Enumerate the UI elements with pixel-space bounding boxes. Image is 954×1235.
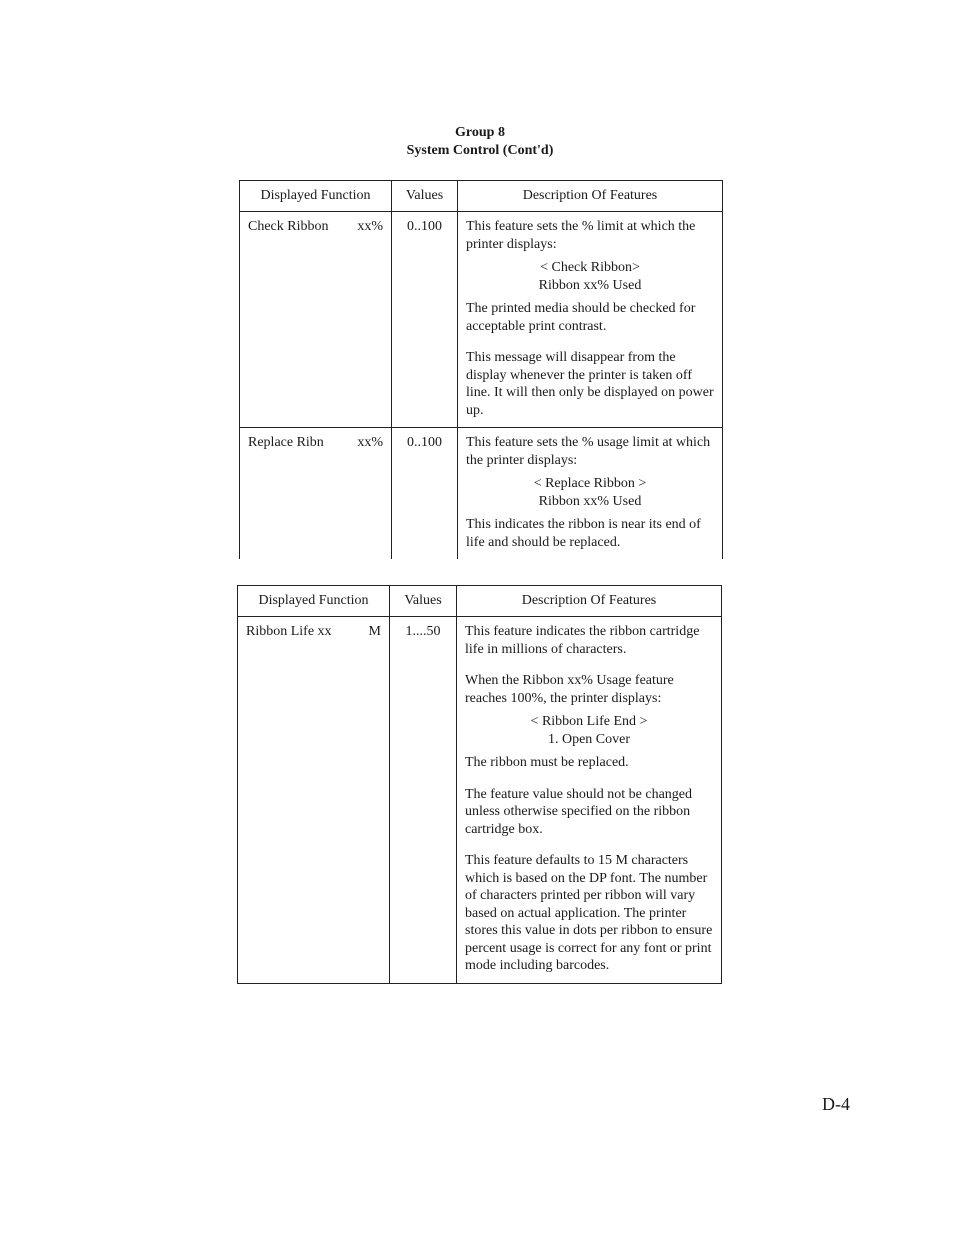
function-name: Replace Ribn bbox=[248, 435, 324, 450]
description-intro: This feature sets the % usage limit at which the printer displays: bbox=[466, 435, 711, 468]
description-intro: This feature indicates the ribbon cartridge life in millions of characters. bbox=[465, 624, 700, 657]
description-cell bbox=[458, 428, 723, 560]
description-intro: When the Ribbon xx% Usage feature reaches 100%, the printer displays: bbox=[465, 673, 674, 706]
column-header-values: Values bbox=[390, 586, 457, 617]
values-cell: 0..100 bbox=[392, 212, 458, 428]
display-message-line: Ribbon xx% Used bbox=[538, 277, 642, 293]
values-cell: 0..100 bbox=[392, 428, 458, 560]
description-cell bbox=[457, 617, 722, 984]
display-message-line: < Ribbon Life End > bbox=[530, 714, 648, 729]
display-message bbox=[465, 713, 713, 748]
function-name: Ribbon Life xx bbox=[246, 624, 332, 639]
function-cell bbox=[240, 212, 392, 428]
description-paragraph: This indicates the ribbon is near its end of life and should be replaced. bbox=[466, 517, 701, 550]
function-cell bbox=[240, 428, 392, 560]
column-header-function: Displayed Function bbox=[240, 181, 392, 212]
column-header-description: Description Of Features bbox=[458, 181, 723, 212]
description-paragraph: The printed media should be checked for acceptable print contrast. bbox=[466, 301, 696, 334]
column-header-description: Description Of Features bbox=[457, 586, 722, 617]
description-intro: This feature sets the % limit at which the printer displays: bbox=[466, 219, 696, 252]
system-control-table-1 bbox=[239, 180, 723, 559]
table-header-row bbox=[240, 181, 723, 212]
function-unit: xx% bbox=[357, 219, 383, 234]
function-name: Check Ribbon bbox=[248, 219, 329, 234]
description-paragraph: This feature defaults to 15 M characters which is based on the DP font. The number of characters printed per ribbon will vary based on actual application. The printer stores this value in dots per ribbon to ensure percent usage is correct for any font or print mode including barcodes. bbox=[465, 853, 713, 973]
description-paragraph: The feature value should not be changed unless otherwise specified on the ribbon cartridge box. bbox=[465, 786, 693, 837]
description-paragraph: The ribbon must be replaced. bbox=[465, 755, 629, 770]
function-cell bbox=[238, 617, 390, 984]
group-title: Group 8 bbox=[455, 125, 505, 140]
values-cell: 1....50 bbox=[390, 617, 457, 984]
display-message-line: < Replace Ribbon > bbox=[533, 476, 647, 491]
table-header-row bbox=[238, 586, 722, 617]
display-message-line: 1. Open Cover bbox=[547, 731, 631, 747]
page-number: D-4 bbox=[822, 1094, 850, 1114]
table-row bbox=[238, 617, 722, 984]
table-row bbox=[240, 428, 723, 560]
display-message-line: < Check Ribbon> bbox=[540, 260, 640, 275]
description-cell bbox=[458, 212, 723, 428]
group-subtitle: System Control (Cont'd) bbox=[406, 143, 554, 158]
section-heading bbox=[330, 124, 630, 160]
function-unit: xx% bbox=[357, 435, 383, 450]
function-unit: M bbox=[368, 624, 381, 639]
column-header-values: Values bbox=[392, 181, 458, 212]
display-message-line: Ribbon xx% Used bbox=[538, 493, 642, 509]
display-message bbox=[466, 259, 714, 294]
display-message bbox=[466, 475, 714, 510]
system-control-table-2 bbox=[237, 585, 722, 984]
table-row bbox=[240, 212, 723, 428]
description-paragraph: This message will disappear from the display whenever the printer is taken off line. It will then only be displayed on power up. bbox=[466, 350, 714, 418]
column-header-function: Displayed Function bbox=[238, 586, 390, 617]
